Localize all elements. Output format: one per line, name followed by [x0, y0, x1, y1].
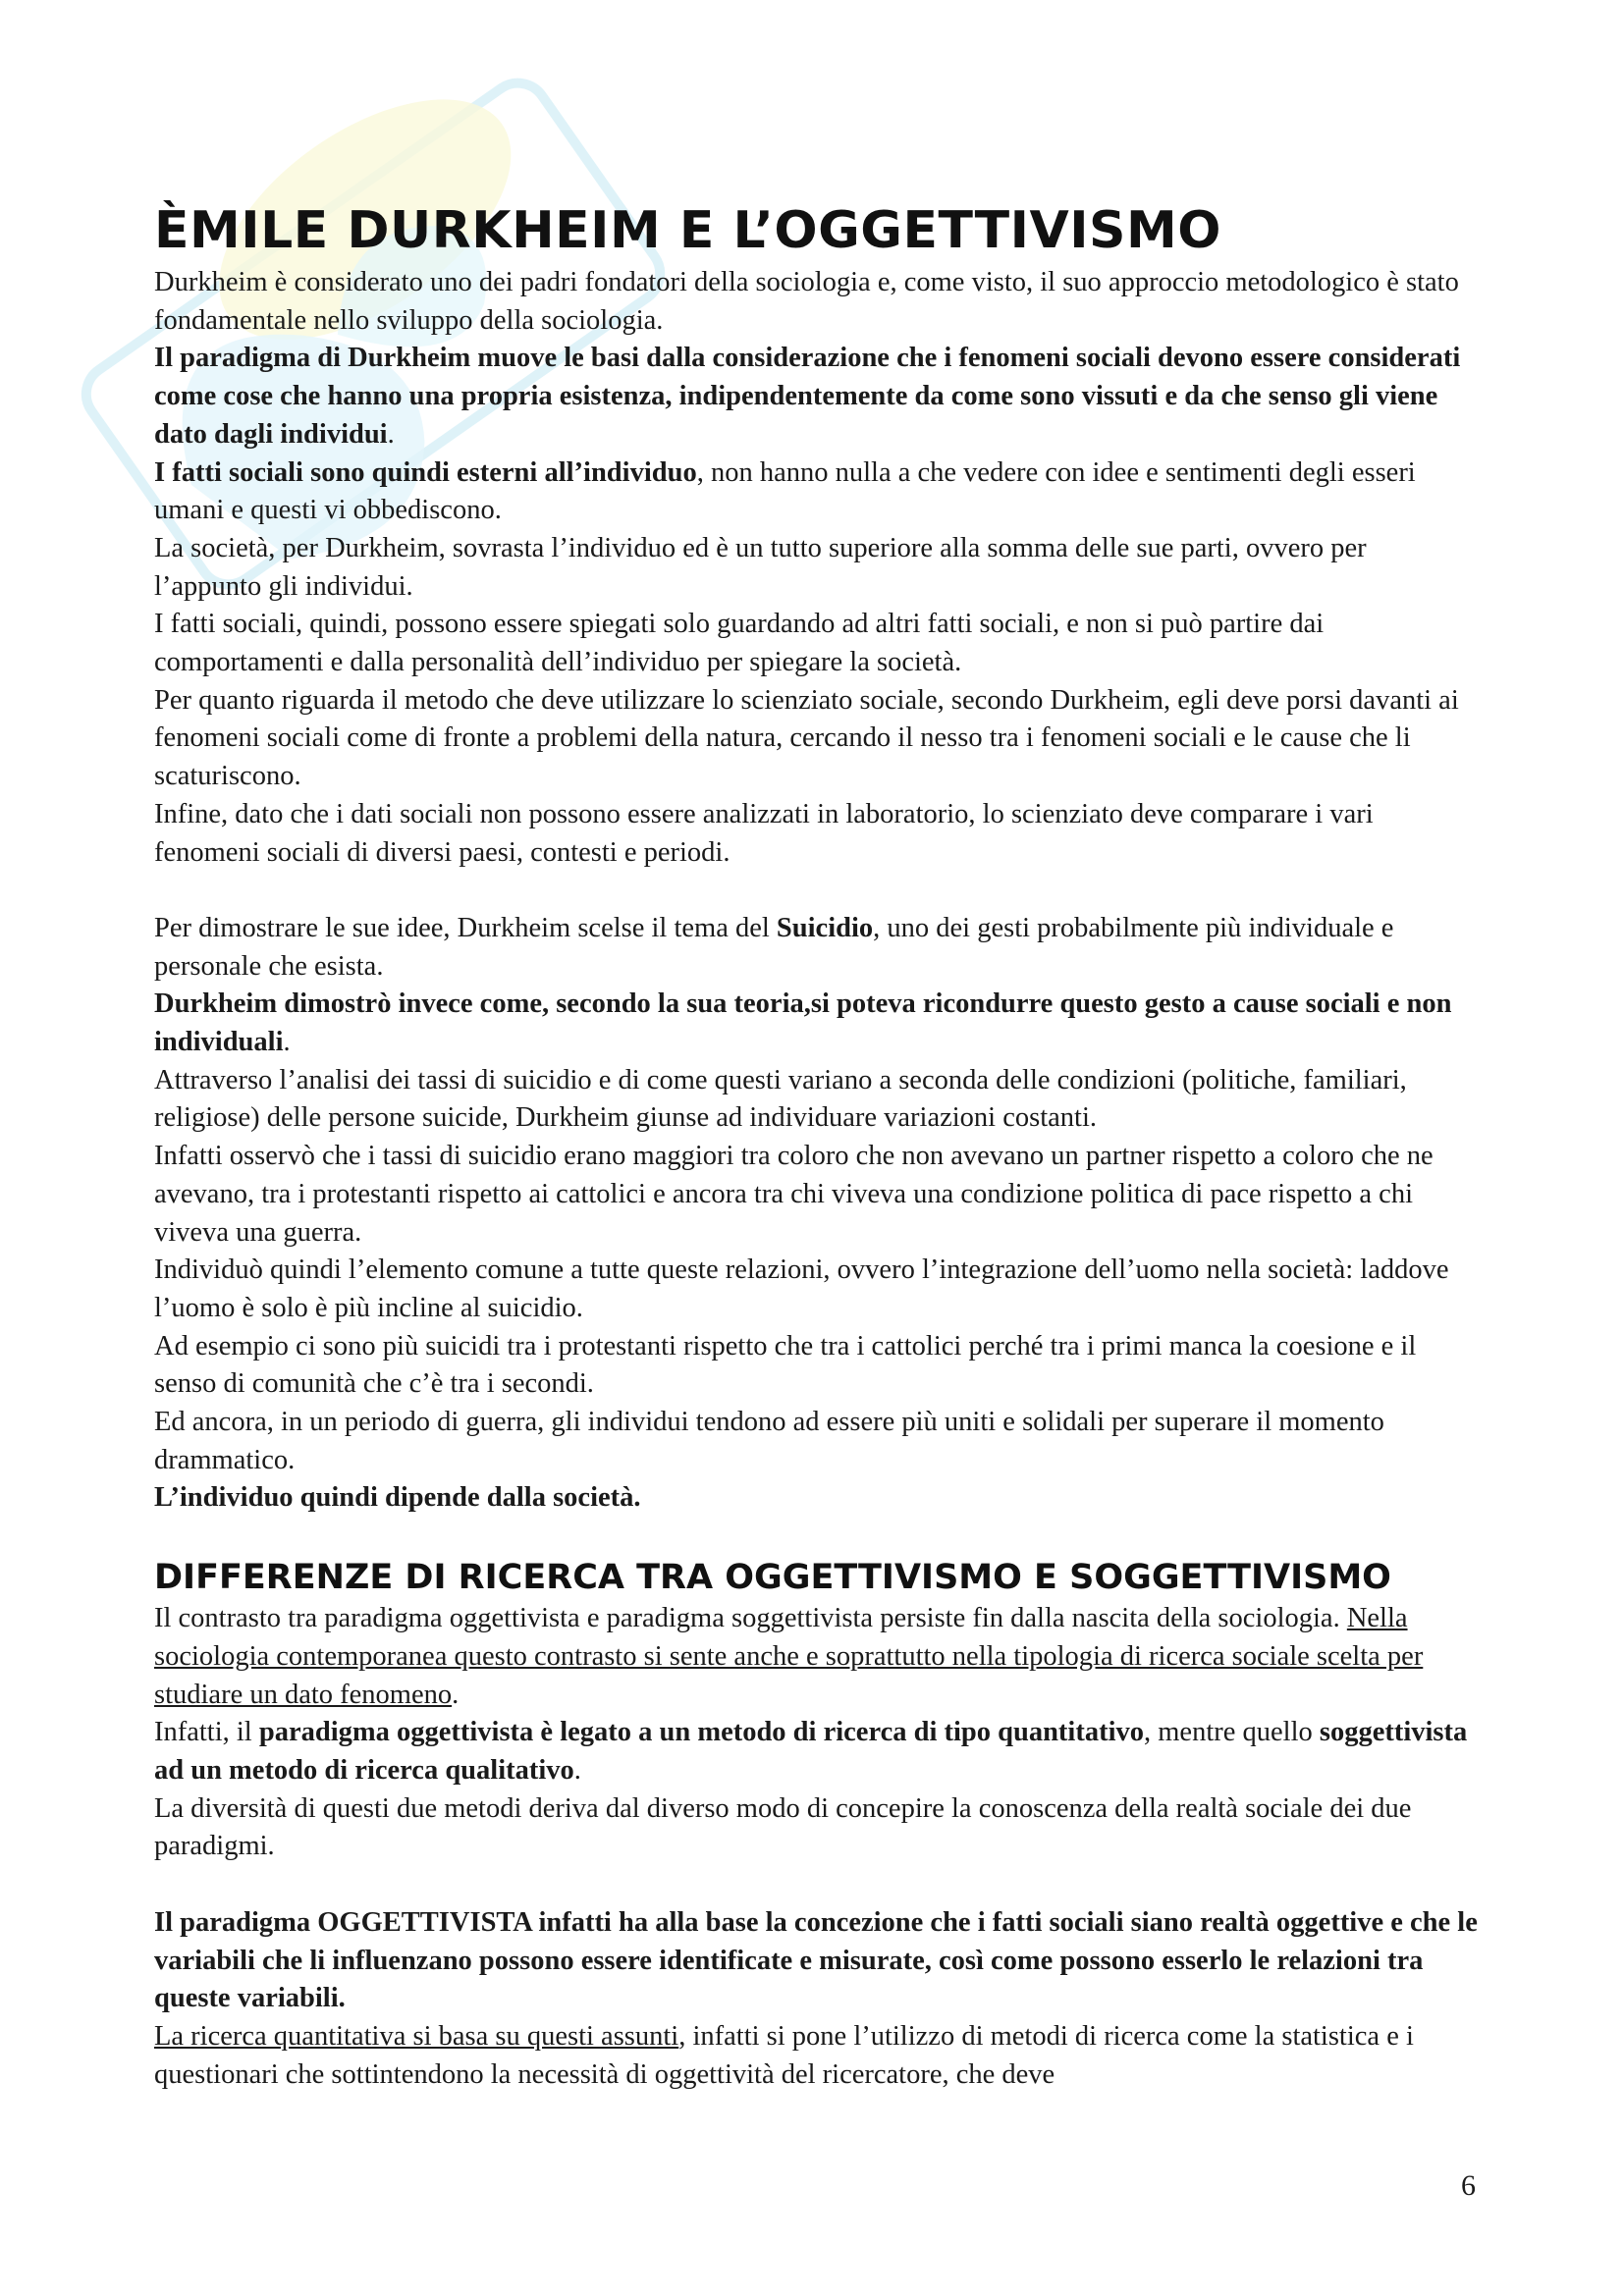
section-heading: DIFFERENZE DI RICERCA TRA OGGETTIVISMO E SOGGETTIVISMO [154, 1558, 1391, 1598]
page-title: ÈMILE DURKHEIM E L’OGGETTIVISMO [154, 201, 1221, 260]
paragraph: Individuò quindi l’elemento comune a tutte queste relazioni, ovvero l’integrazione dell’uomo nella società: laddove l’uomo è solo è più incline al suicidio. [154, 1255, 1449, 1323]
paragraph: La ricerca quantitativa si basa su questi assunti, infatti si pone l’utilizzo di metodi di ricerca come la statistica e i questionari che sottintendono la necessità di oggettività del ricercatore, che deve [154, 2020, 1414, 2090]
paragraph: Il paradigma di Durkheim muove le basi dalla considerazione che i fenomeni sociali devono essere considerati come cose che hanno una propria esistenza, indipendentemente da come sono vissuti e da che senso gli viene dato dagli individui. [154, 343, 1461, 450]
paragraph: Durkheim dimostrò invece come, secondo la sua teoria,si poteva ricondurre questo gesto a cause sociali e non individuali. [154, 988, 1452, 1058]
paragraph: Infatti osservò che i tassi di suicidio erano maggiori tra coloro che non avevano un partner rispetto a coloro che ne avevano, tra i protestanti rispetto ai cattolici e ancora tra chi viveva una condizione politica di pace rispetto a chi viveva una guerra. [154, 1141, 1434, 1248]
paragraph: Per quanto riguarda il metodo che deve utilizzare lo scienziato sociale, secondo Durkheim, egli deve porsi davanti ai fenomeni sociali come di fronte a problemi della natura, cercando il nesso tra i fenomeni sociali e le cause che li scaturiscono. [154, 684, 1459, 792]
paragraph: La diversità di questi due metodi deriva dal diverso modo di concepire la conoscenza della realtà sociale dei due paradigmi. [154, 1792, 1412, 1862]
paragraph: Il contrasto tra paradigma oggettivista e paradigma soggettivista persiste fin dalla nascita della sociologia. Nella sociologia contemporanea questo contrasto si sente anche e soprattutto nella tipologia di ricerca sociale scelta per studiare un dato fenomeno. [154, 1603, 1424, 1710]
paragraph: Durkheim è considerato uno dei padri fondatori della sociologia e, come visto, il suo approccio metodologico è stato fondamentale nello sviluppo della sociologia. [154, 267, 1459, 336]
paragraph: Infatti, il paradigma oggettivista è legato a un metodo di ricerca di tipo quantitativo, mentre quello soggettivista ad un metodo di ricerca qualitativo. [154, 1717, 1468, 1786]
paragraph: La società, per Durkheim, sovrasta l’individuo ed è un tutto superiore alla somma delle sue parti, ovvero per l’appunto gli individui. [154, 532, 1367, 602]
paragraph: L’individuo quindi dipende dalla società. [154, 1482, 641, 1514]
page-number: 6 [1461, 2169, 1476, 2202]
paragraph: Infine, dato che i dati sociali non possono essere analizzati in laboratorio, lo scienziato deve comparare i vari fenomeni sociali di diversi paesi, contesti e periodi. [154, 798, 1374, 868]
paragraph: Attraverso l’analisi dei tassi di suicidio e di come questi variano a seconda delle condizioni (politiche, familiari, religiose) delle persone suicide, Durkheim giunse ad individuare variazioni costanti. [154, 1064, 1407, 1134]
paragraph: I fatti sociali sono quindi esterni all’individuo, non hanno nulla a che vedere con idee e sentimenti degli esseri umani e questi vi obbediscono. [154, 456, 1416, 526]
paragraph: Il paradigma OGGETTIVISTA infatti ha alla base la concezione che i fatti sociali siano realtà oggettive e che le variabili che li influenzano possono essere identificate e misurate, così come possono esserlo le relazioni tra queste variabili. [154, 1906, 1478, 2014]
paragraph: Ed ancora, in un periodo di guerra, gli individui tendono ad essere più uniti e solidali per superare il momento drammatico. [154, 1407, 1384, 1475]
paragraph: Ad esempio ci sono più suicidi tra i protestanti rispetto che tra i cattolici perché tra i primi manca la coesione e il senso di comunità che c’è tra i secondi. [154, 1330, 1417, 1400]
paragraph: I fatti sociali, quindi, possono essere spiegati solo guardando ad altri fatti sociali, e non si può partire dai comportamenti e dalla personalità dell’individuo per spiegare la società. [154, 609, 1325, 678]
paragraph: Per dimostrare le sue idee, Durkheim scelse il tema del Suicidio, uno dei gesti probabilmente più individuale e personale che esista. [154, 912, 1394, 982]
document-page [154, 201, 1480, 2094]
